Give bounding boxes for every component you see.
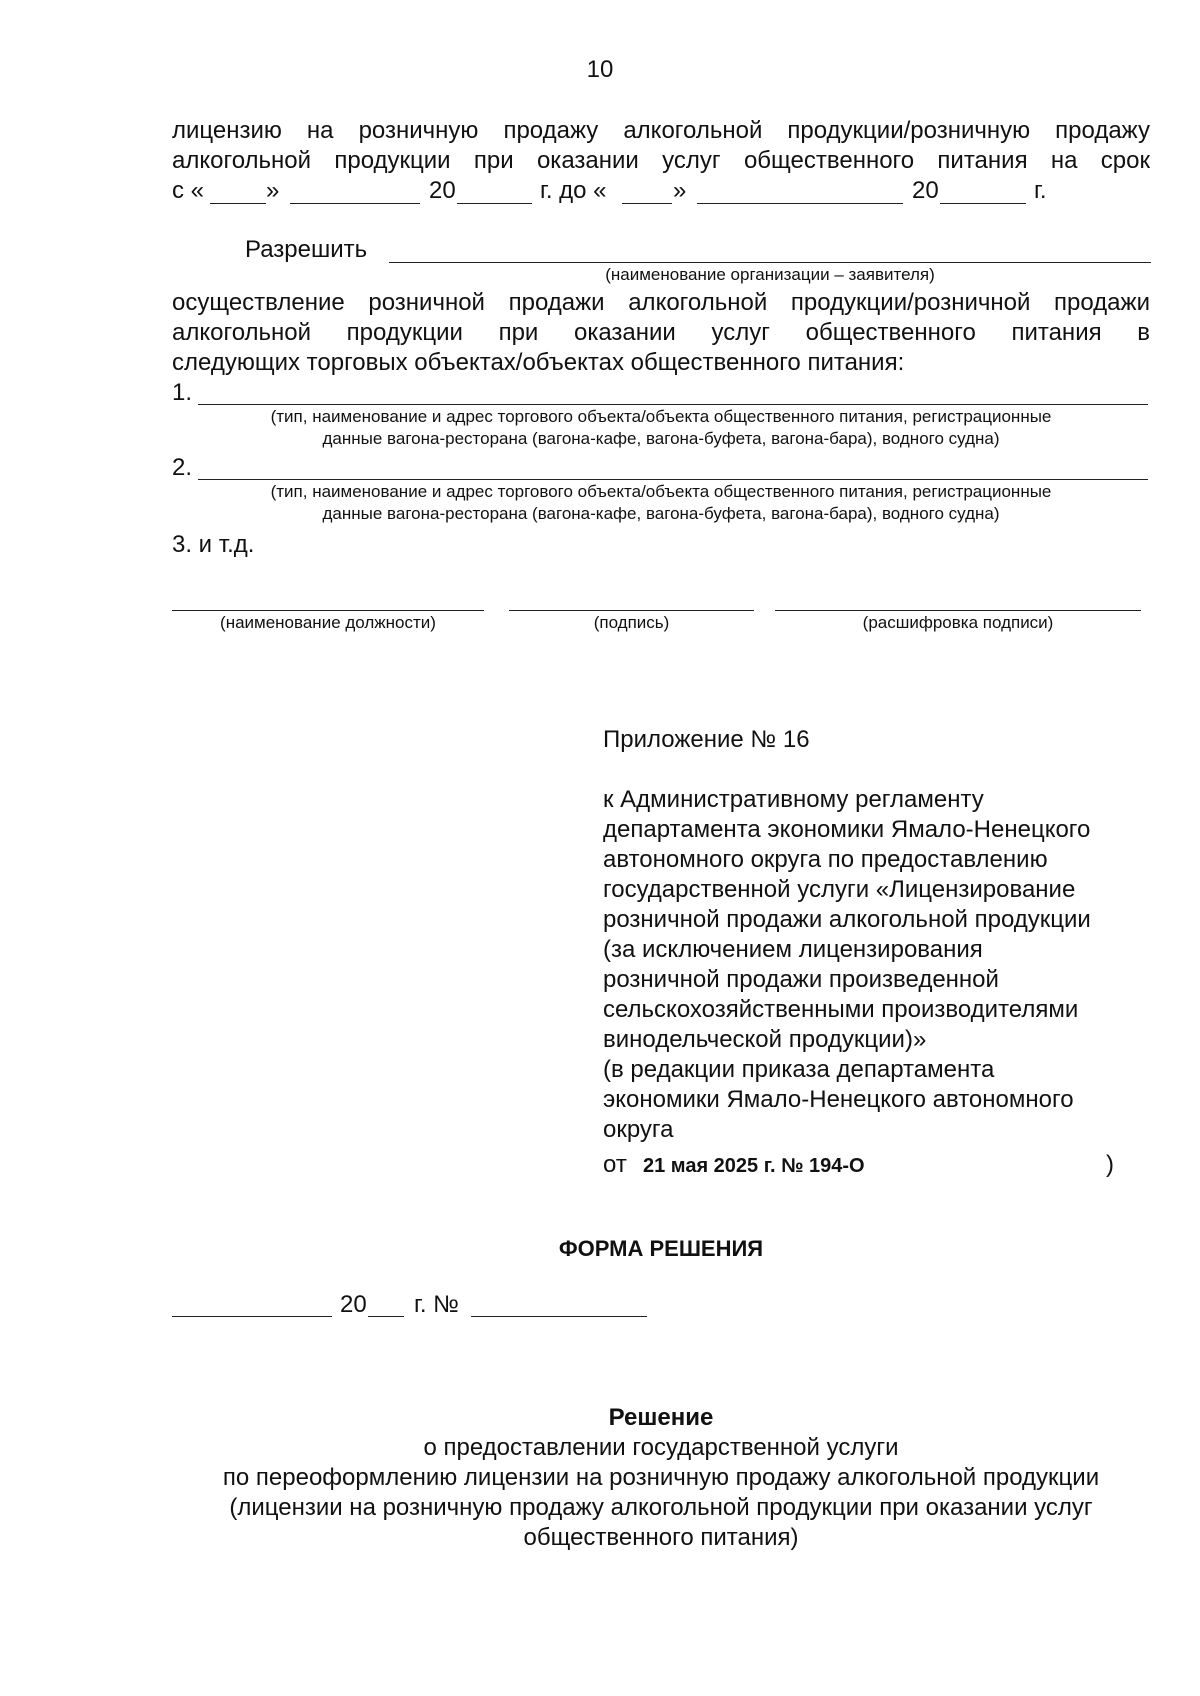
permit-line-2: алкогольной продукции при оказании услуг общественного питания в	[172, 319, 1150, 346]
appendix-line: (за исключением лицензирования	[603, 936, 983, 963]
page-number: 10	[586, 56, 614, 83]
permit-line-3: следующих торговых объектах/объектах общественного питания:	[172, 349, 905, 376]
decision-year-prefix: 20	[340, 1291, 367, 1318]
date-quote-close-1: »	[266, 177, 280, 204]
year-to-blank	[940, 203, 1026, 204]
permit-line-1: осуществление розничной продажи алкогольной продукции/розничной продажи	[172, 289, 1150, 316]
date-quote-close-2: »	[673, 177, 687, 204]
decision-number-blank	[471, 1316, 647, 1317]
signature-decode-caption: (расшифровка подписи)	[862, 613, 1054, 632]
appendix-line: государственной услуги «Лицензирование	[603, 876, 1076, 903]
decision-line-4: общественного питания)	[523, 1524, 799, 1551]
item-2-caption-line-1: (тип, наименование и адрес торгового объекта/объекта общественного питания, регистрационные	[270, 482, 1052, 501]
day-to-blank	[622, 203, 672, 204]
appendix-title: Приложение № 16	[603, 726, 810, 753]
month-from-blank	[290, 203, 420, 204]
decision-line-3: (лицензии на розничную продажу алкогольной продукции при оказании услуг	[229, 1494, 1093, 1521]
decision-line-2: по переоформлению лицензии на розничную продажу алкогольной продукции	[222, 1464, 1100, 1491]
signature-blank	[509, 610, 754, 611]
appendix-line: винодельческой продукции)»	[603, 1026, 927, 1053]
date-g-end-label: г.	[1034, 177, 1047, 204]
day-from-blank	[210, 203, 266, 204]
appendix-line: (в редакции приказа департамента	[603, 1056, 995, 1083]
month-to-blank	[697, 203, 903, 204]
appendix-line: департамента экономики Ямало-Ненецкого	[603, 816, 1091, 843]
appendix-close-paren: )	[1106, 1151, 1114, 1178]
position-caption: (наименование должности)	[220, 613, 436, 632]
date-c-label: с «	[172, 177, 205, 204]
appendix-line: автономного округа по предоставлению	[603, 846, 1048, 873]
item-2-caption-line-2: данные вагона-ресторана (вагона-кафе, вагона-буфета, вагона-бара), водного судна)	[322, 504, 1000, 523]
appendix-line: экономики Ямало-Ненецкого автономного	[603, 1086, 1074, 1113]
item-2-number: 2.	[172, 454, 193, 481]
decision-number-label: г. №	[414, 1291, 459, 1318]
item-2-blank	[198, 479, 1148, 480]
permit-label: Разрешить	[245, 236, 368, 263]
item-1-blank	[198, 404, 1148, 405]
top-paragraph-line-1: лицензию на розничную продажу алкогольной продукции/розничную продажу	[172, 117, 1150, 144]
decision-date-blank	[172, 1316, 332, 1317]
item-1-number: 1.	[172, 379, 193, 406]
item-1-caption-line-2: данные вагона-ресторана (вагона-кафе, вагона-буфета, вагона-бара), водного судна)	[322, 429, 1000, 448]
signature-caption: (подпись)	[593, 613, 670, 632]
decision-line-1: о предоставлении государственной услуги	[423, 1434, 899, 1461]
etc-item: 3. и т.д.	[172, 531, 255, 558]
form-title: ФОРМА РЕШЕНИЯ	[558, 1236, 764, 1261]
year-from-blank	[457, 203, 532, 204]
appendix-from-prefix: от	[603, 1151, 627, 1178]
top-paragraph-line-2: алкогольной продукции при оказании услуг общественного питания на срок	[172, 147, 1150, 174]
appendix-line: округа	[603, 1116, 674, 1143]
decision-year-blank	[368, 1316, 404, 1317]
year-prefix-from: 20	[429, 177, 456, 204]
appendix-body	[603, 785, 1163, 1145]
appendix-line: к Административному регламенту	[603, 786, 984, 813]
item-1-caption-line-1: (тип, наименование и адрес торгового объекта/объекта общественного питания, регистрационные	[270, 407, 1052, 426]
position-blank	[172, 610, 484, 611]
appendix-line: сельскохозяйственными производителями	[603, 996, 1079, 1023]
appendix-line: розничной продажи произведенной	[603, 966, 999, 993]
appendix-from-date: 21 мая 2025 г. № 194-О	[643, 1155, 865, 1177]
appendix-line: розничной продажи алкогольной продукции	[603, 906, 1091, 933]
year-prefix-to: 20	[912, 177, 939, 204]
date-g-do-label: г. до «	[540, 177, 607, 204]
organization-name-blank	[389, 262, 1151, 263]
organization-name-caption: (наименование организации – заявителя)	[605, 265, 935, 284]
decision-title: Решение	[608, 1404, 714, 1431]
signature-decode-blank	[775, 610, 1141, 611]
